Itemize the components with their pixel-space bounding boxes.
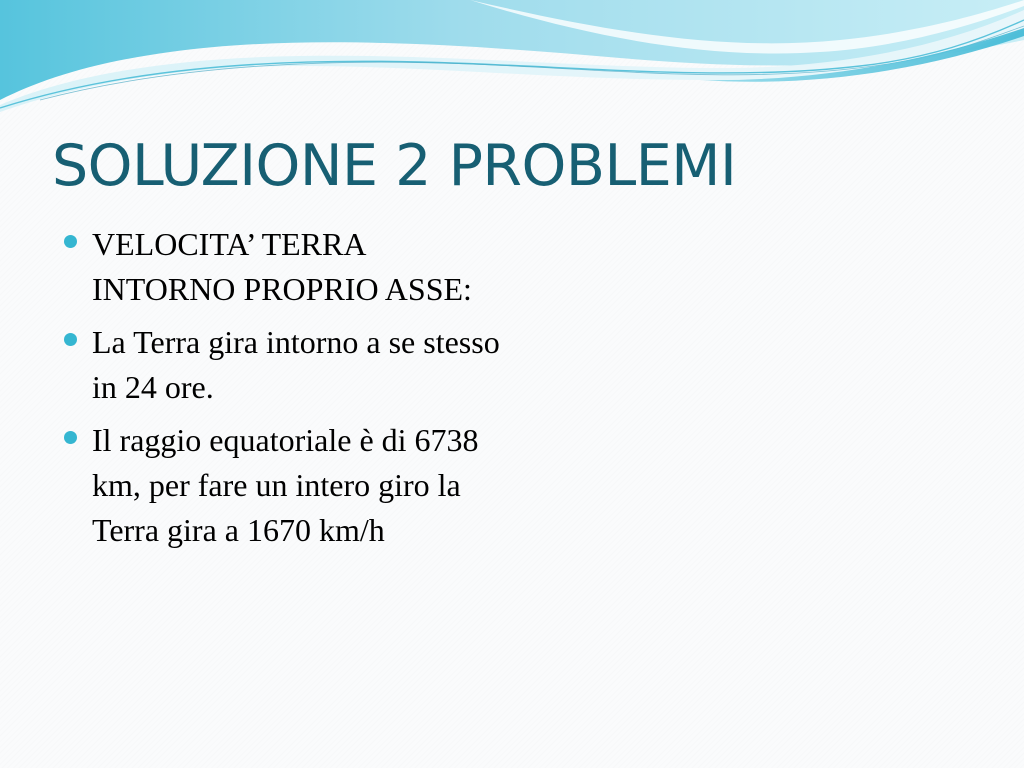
- bullet-item: [62, 418, 502, 553]
- bullet-dot-icon: [64, 333, 77, 346]
- bullet-dot-icon: [64, 235, 77, 248]
- bullet-dot-icon: [64, 431, 77, 444]
- header-wave-decoration: [0, 0, 1024, 120]
- bullet-text: La Terra gira intorno a se stesso in 24 ore.: [92, 324, 500, 405]
- bullet-text: Il raggio equatoriale è di 6738 km, per fare un intero giro la Terra gira a 1670 km/h: [92, 422, 479, 548]
- bullet-item: [62, 222, 502, 312]
- slide-title: SOLUZIONE 2 PROBLEMI: [52, 133, 737, 199]
- bullet-text: VELOCITA’ TERRA INTORNO PROPRIO ASSE:: [92, 226, 472, 307]
- bullet-list: [62, 222, 502, 561]
- bullet-item: [62, 320, 502, 410]
